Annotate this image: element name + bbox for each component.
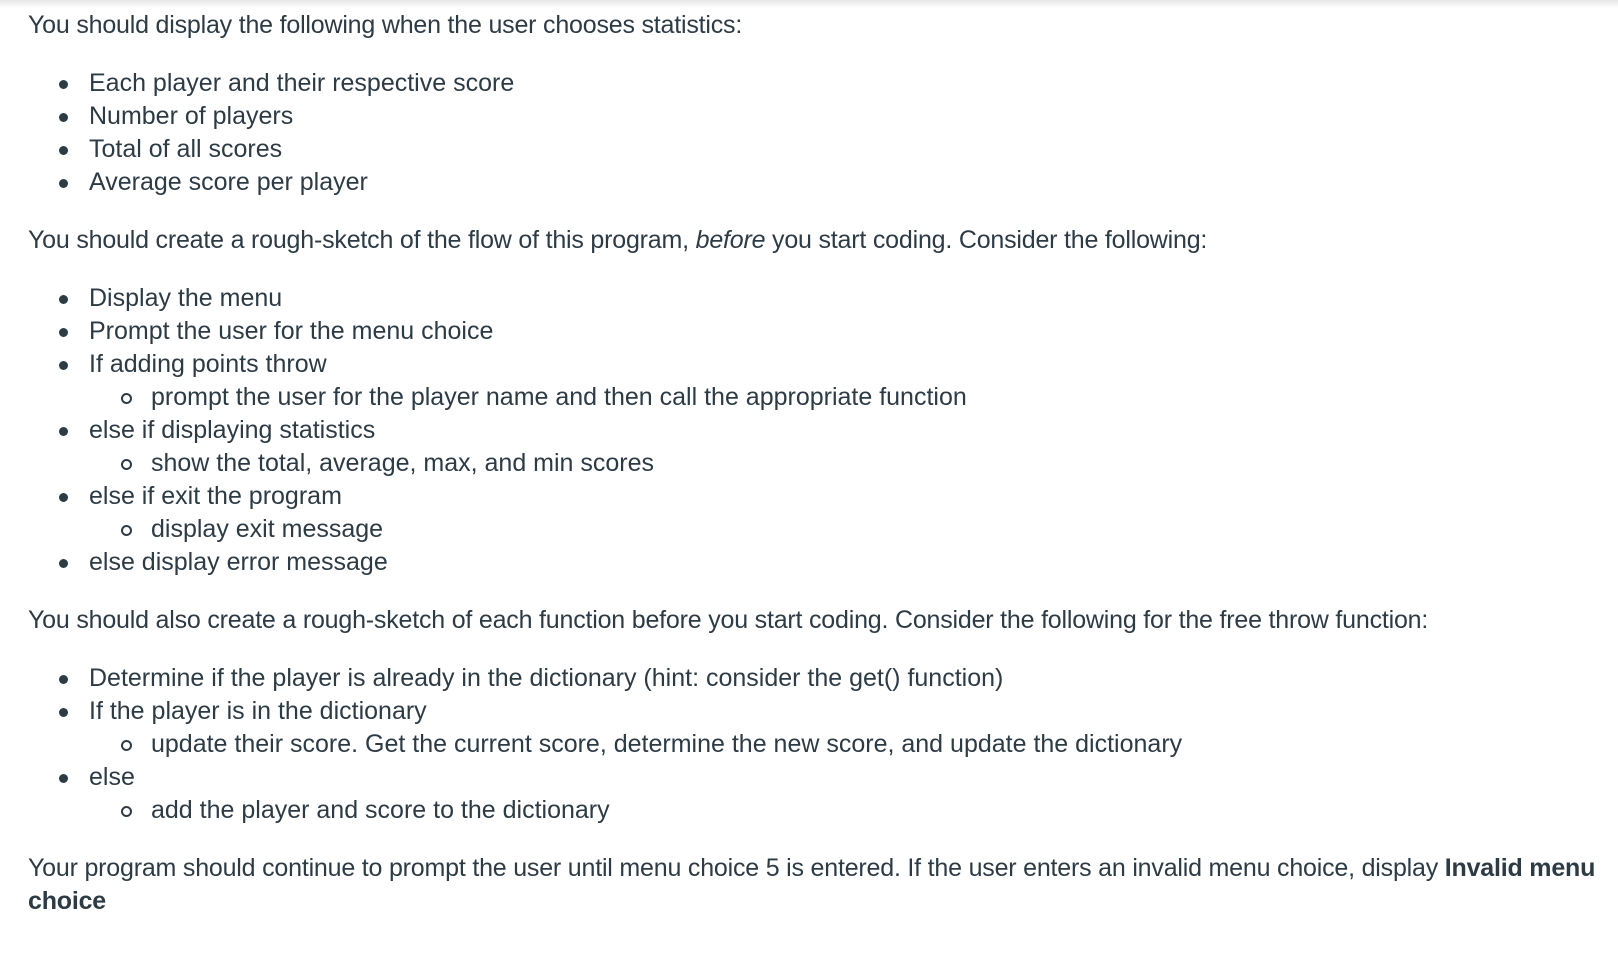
bullet-icon <box>59 559 68 568</box>
list-item: else if exit the program display exit message <box>89 480 1598 546</box>
list-item: else if displaying statistics show the total, average, max, and min scores <box>89 414 1598 480</box>
list-item: Total of all scores <box>89 133 1598 166</box>
invalid-menu-choice-text: Invalid menu choice <box>28 854 1596 915</box>
function-list <box>28 662 1598 827</box>
sub-list <box>89 794 1598 827</box>
list-item: else display error message <box>89 546 1598 579</box>
sub-list <box>89 728 1598 761</box>
circle-bullet-icon <box>121 740 132 751</box>
bullet-icon <box>59 675 68 684</box>
bullet-icon <box>59 113 68 122</box>
bullet-icon <box>59 361 68 370</box>
top-shadow <box>0 0 1618 8</box>
list-item: Determine if the player is already in the dictionary (hint: consider the get() function) <box>89 662 1598 695</box>
list-item: If adding points throw prompt the user for the player name and then call the appropriate function <box>89 348 1598 414</box>
list-item: Each player and their respective score <box>89 67 1598 100</box>
sub-list <box>89 447 1598 480</box>
statistics-list <box>28 67 1598 199</box>
assignment-content <box>28 9 1598 918</box>
sub-list <box>89 513 1598 546</box>
bullet-icon <box>59 80 68 89</box>
list-item: If the player is in the dictionary update their score. Get the current score, determine the new score, and update the dictionary <box>89 695 1598 761</box>
bullet-icon <box>59 328 68 337</box>
bullet-icon <box>59 179 68 188</box>
bullet-icon <box>59 295 68 304</box>
sub-list-item: add the player and score to the dictionary <box>151 794 1598 827</box>
sub-list-item: show the total, average, max, and min scores <box>151 447 1598 480</box>
list-item: else add the player and score to the dictionary <box>89 761 1598 827</box>
sub-list-item: display exit message <box>151 513 1598 546</box>
circle-bullet-icon <box>121 525 132 536</box>
flow-list <box>28 282 1598 579</box>
list-item: Average score per player <box>89 166 1598 199</box>
function-intro: You should also create a rough-sketch of each function before you start coding. Consider the following for the free throw function: <box>28 606 1429 634</box>
bullet-icon <box>59 493 68 502</box>
closing-paragraph: Your program should continue to prompt the user until menu choice 5 is entered. If the user enters an invalid menu choice, display Invalid menu choice <box>28 854 1596 915</box>
bullet-icon <box>59 708 68 717</box>
flow-intro: You should create a rough-sketch of the flow of this program, before you start coding. Consider the following: <box>28 226 1208 254</box>
bullet-icon <box>59 146 68 155</box>
circle-bullet-icon <box>121 806 132 817</box>
sub-list <box>89 381 1598 414</box>
sub-list-item: prompt the user for the player name and then call the appropriate function <box>151 381 1598 414</box>
bullet-icon <box>59 427 68 436</box>
circle-bullet-icon <box>121 459 132 470</box>
statistics-intro: You should display the following when the user chooses statistics: <box>28 11 743 39</box>
list-item: Number of players <box>89 100 1598 133</box>
sub-list-item: update their score. Get the current score, determine the new score, and update the dictionary <box>151 728 1598 761</box>
bullet-icon <box>59 774 68 783</box>
list-item: Prompt the user for the menu choice <box>89 315 1598 348</box>
list-item: Display the menu <box>89 282 1598 315</box>
circle-bullet-icon <box>121 393 132 404</box>
